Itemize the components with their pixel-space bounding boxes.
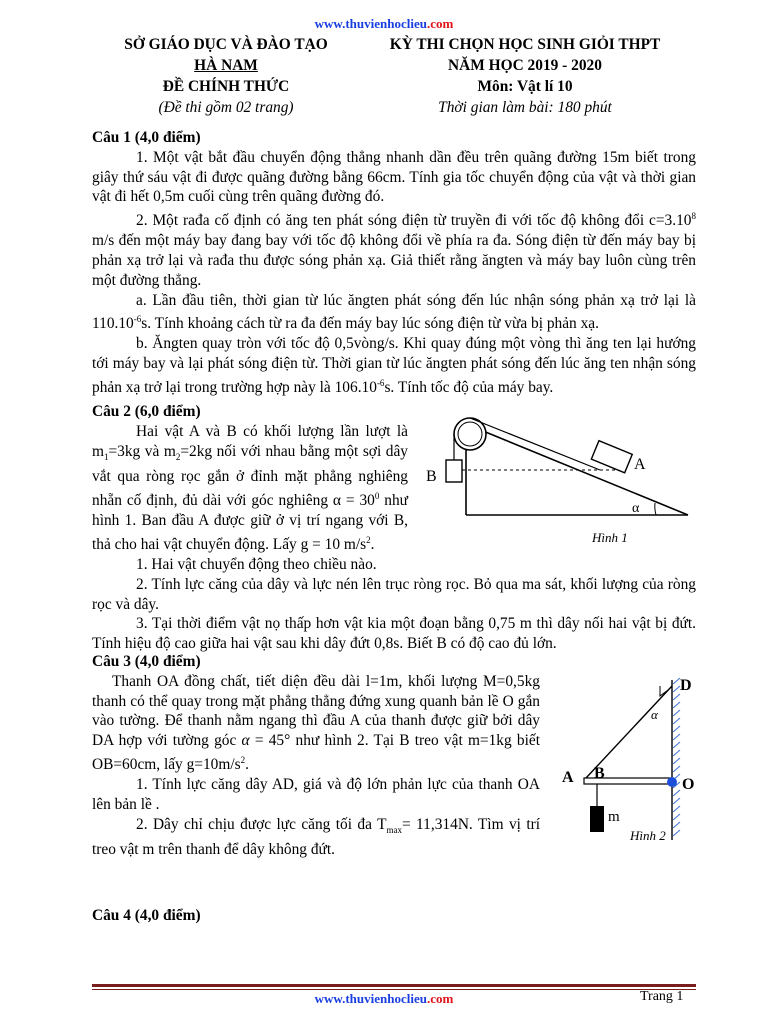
label-d: D: [680, 677, 692, 694]
question-3-part-2: 2. Dây chỉ chịu được lực căng tối đa $T_{max}= 11,314N$. Tìm vị trí treo vật m trên thanh để dây không đứt.: [92, 815, 540, 859]
question-1: [92, 128, 696, 398]
figure-2-rod: [556, 670, 702, 848]
school-year: NĂM HỌC 2019 - 2020: [448, 57, 602, 74]
rope-incline: [470, 418, 600, 470]
figure-1-incline: [410, 408, 696, 548]
angle-arc: [655, 503, 656, 515]
wall-hatching: [673, 678, 680, 836]
question-2-part-2: 2. Tính lực căng của dây và lực nén lên trục ròng rọc. Bỏ qua ma sát, khối lượng của ròng rọc và dây.: [92, 575, 696, 613]
question-2-intro: Hai vật A và B có khối lượng lần lượt là $m_1=3kg$ và $m_2=2kg$ nối với nhau bằng một sợi dây vắt qua ròng rọc gắn ở đỉnh mặt phẳng nghiêng nhẵn cố định, đủ dài với góc nghiêng $\alpha = 30^0$ như hình 1. Ban đầu A được giữ ở vị trí ngang với B, thả cho hai vật chuyển động. Lấy g = 10 $m/s^2$.: [92, 422, 408, 554]
block-a: [591, 441, 632, 473]
site-url-top[interactable]: www.thuvienhoclieu.com: [314, 16, 454, 31]
page-count-note: (Đề thi gồm 02 trang): [158, 99, 294, 116]
figure-1-caption: Hình 1: [592, 530, 628, 545]
page-number: Trang 1: [640, 989, 684, 1004]
header-left: [96, 34, 356, 118]
footer-rule-thin: [92, 989, 696, 990]
block-b: [446, 460, 462, 482]
label-m: m: [608, 809, 620, 825]
question-2-part-3: 3. Tại thời điểm vật nọ thấp hơn vật kia một đoạn bằng 0,75 m thì dây nối hai vật bị đứt. Tính hiệu độ cao giữa hai vật sau khi dây đứt 0,8s. Biết B có độ cao đủ lớn.: [92, 615, 696, 653]
label-alpha: α: [651, 707, 658, 722]
site-url-bottom[interactable]: www.thuvienhoclieu.com: [314, 991, 454, 1006]
province-name: HÀ NAM: [194, 57, 258, 74]
question-1-part-2b: b. Ăngten quay tròn với tốc độ 0,5vòng/s. Khi quay đúng một vòng thì ăng ten lại hướng tới máy bay và lại phát sóng điện từ. Thời gian từ lúc ăngten phát sóng đến lúc ăng ten nhận sóng phản xạ trở lại trong trường hợp này là $106.10^{-6}s$. Tính tốc độ của máy bay.: [92, 335, 696, 396]
question-1-part-2a: a. Lần đầu tiên, thời gian từ lúc ăngten phát sóng đến lúc nhận sóng phản xạ trở lại là $110.10^{-6}s$. Tính khoảng cách từ ra đa đến máy bay lúc sóng điện từ vừa bị phản xạ.: [92, 291, 696, 333]
question-1-part-2: 2. Một rađa cố định có ăng ten phát sóng điện từ truyền đi với tốc độ không đổi $c=3.10^8$ m/s đến một máy bay đang bay với tốc độ không đổi về phía ra đa. Sóng điện từ đến máy bay bị phản xạ trở lại và rađa thu được sóng phản xạ. Giả thiết rằng ăngten và máy bay luôn cùng trên một đường thẳng.: [92, 211, 696, 289]
question-4: [92, 906, 696, 926]
hinge-o: [667, 777, 677, 787]
exam-name: KỲ THI CHỌN HỌC SINH GIỎI THPT: [389, 36, 661, 53]
question-1-part-1: 1. Một vật bắt đầu chuyển động thẳng nhanh dần đều trên quãng đường 15m biết trong giây thứ sáu vật đi được quãng đường bằng 66cm. Tính gia tốc chuyển động của vật và thời gian vật đi hết 0,5m cuối cùng trên quãng đường đó.: [92, 148, 696, 206]
question-2-part-1: 1. Hai vật chuyển động theo chiều nào.: [136, 555, 377, 573]
figure-2-caption: Hình 2: [630, 828, 666, 843]
subject: Môn: Vật lí 10: [477, 78, 573, 95]
label-o: O: [682, 776, 695, 793]
question-2-title: Câu 2 (6,0 điểm): [92, 403, 201, 420]
label-alpha: α: [632, 501, 640, 516]
question-3-intro: Thanh OA đồng chất, tiết diện đều dài l=1m, khối lượng M=0,5kg thanh có thể quay trong mặt phẳng thẳng đứng xung quanh bản lề O gắn vào tường. Để thanh nằm ngang thì đầu A của thanh được giữ bởi dây DA hợp với tường góc α = 45° như hình 2. Tại B treo vật m=1kg biết OB=60cm, lấy $g=10m/s^2$.: [92, 672, 540, 774]
mass-m: [590, 806, 604, 832]
label-a: A: [634, 456, 646, 473]
label-a: A: [562, 769, 574, 786]
question-4-title: Câu 4 (4,0 điểm): [92, 907, 201, 924]
footer-rule: [92, 984, 696, 987]
duration: Thời gian làm bài: 180 phút: [438, 99, 612, 116]
question-3-part-1: 1. Tính lực căng dây AD, giá và độ lớn phản lực của thanh OA lên bản lề .: [92, 775, 540, 813]
question-1-title: Câu 1 (4,0 điểm): [92, 129, 201, 146]
label-b: B: [426, 468, 437, 485]
question-3-title: Câu 3 (4,0 điểm): [92, 653, 201, 670]
label-b: B: [594, 765, 605, 782]
department-name: SỞ GIÁO DỤC VÀ ĐÀO TẠO: [124, 36, 328, 53]
incline-slope: [466, 424, 688, 515]
header-right: [360, 34, 690, 118]
official-label: ĐỀ CHÍNH THỨC: [162, 78, 290, 95]
